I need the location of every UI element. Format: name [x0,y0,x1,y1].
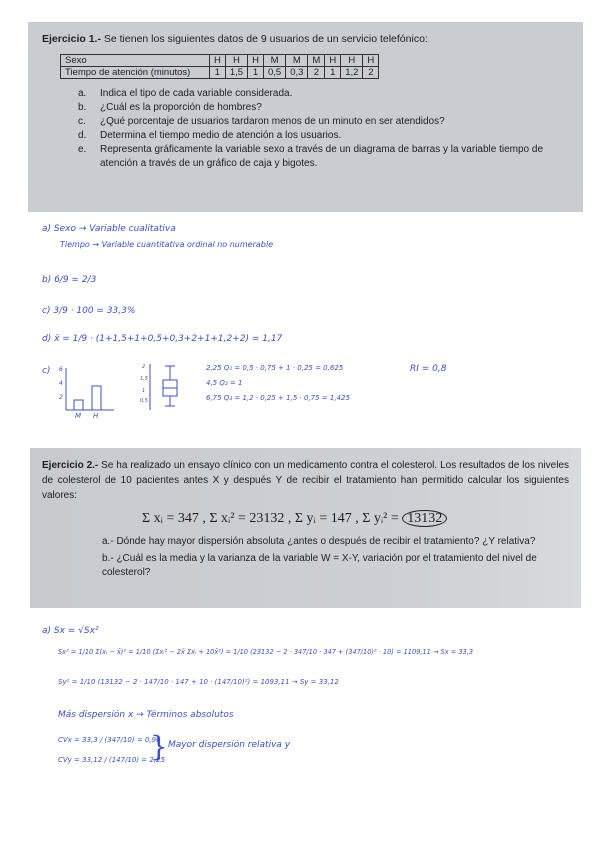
table-cell: H [341,55,363,67]
exercise-1-label: Ejercicio 1.- [42,33,101,45]
table-cell: 1,2 [341,67,363,79]
sum-y-squared-value: 13132 [402,510,447,527]
answer-e-label: c) [42,366,51,376]
table-cell: H [210,55,226,67]
box-axis-tick: 0,5 [140,398,148,404]
question-letter: e. [78,144,87,155]
bar-h [92,386,101,410]
table-cell: Tiempo de atención (minutos) [61,67,210,79]
box-plot-sketch [140,360,190,414]
bar-label-h: H [93,412,99,420]
sums-formula [142,511,569,527]
sum-y-squared-label: Σ yᵢ² = [362,511,399,526]
table-cell: H [363,55,379,67]
question-text: ¿Cuál es la proporción de hombres? [100,102,262,113]
interquartile-range: RI = 0,8 [410,364,447,374]
exercise-1-text: Se tienen los siguientes datos de 9 usuarios de un servicio telefónico: [103,33,428,45]
question-text: ¿Qué porcentaje de usuarios tardaron menos de un minuto en ser atendidos? [100,116,445,127]
table-cell: 0,5 [263,67,285,79]
quartile-3: 6,75 Q₃ = 1,2 · 0,25 + 1,5 · 0,75 = 1,425 [206,394,350,402]
list-item [78,115,569,129]
question-text: Indica el tipo de cada variable considerada. [100,88,293,99]
sum-x: Σ xᵢ = 347 , [142,511,206,526]
question-b: b.- ¿Cuál es la media y la varianza de la variable W = X-Y, variación por el tratamiento del nivel de colesterol? [102,553,537,578]
table-cell: 2 [363,67,379,79]
list-item [78,101,569,115]
question-letter: b. [78,102,87,113]
quartile-2: 4,5 Q₂ = 1 [206,379,243,387]
answer-a-line2: Tiempo → Variable cuantitativa ordinal no numerable [60,240,274,249]
bar-axis-tick: 6 [59,366,63,373]
table-row [61,67,379,79]
list-item [78,143,569,171]
table-cell: M [263,55,285,67]
table-row [61,55,379,67]
table-cell: Sexo [61,55,210,67]
answer2-cvy: CVy = 33,12 / (147/10) = 2,25 [58,756,165,764]
answer2-cvx: CVx = 33,3 / (347/10) = 0,96 [58,736,161,744]
exercise-2-photo [30,448,581,608]
box-axis-tick: 2 [142,364,146,370]
bar-label-m: M [75,412,82,420]
question-letter: c. [78,116,86,127]
answer2-line3: Sy² = 1/10 (13132 − 2 · 147/10 · 147 + 10 · (147/10)²) = 1093,11 → Sy = 33,12 [58,678,339,686]
answer2-line4: Más dispersión x → Términos absolutos [58,710,234,720]
question-text: Representa gráficamente la variable sexo a través de un diagrama de barras y la variable tiempo de atención a través de un gráfico de caja y bigotes. [100,144,544,169]
question-list [42,87,569,171]
sum-x-squared: Σ xᵢ² = 23132 , [209,511,292,526]
table-cell: 1 [210,67,226,79]
exercise-1-photo [28,22,583,212]
table-cell: 0,3 [286,67,308,79]
table-cell: H [248,55,264,67]
question-text: Determina el tiempo medio de atención a los usuarios. [100,130,342,141]
table-cell: H [225,55,247,67]
bar-axis-tick: 2 [59,394,63,401]
list-item [78,129,569,143]
exercise-2-statement [42,458,569,503]
question-letter: d. [78,130,87,141]
brace-icon: } [150,730,168,763]
question-letter: a. [78,88,87,99]
answer2-line1: a) Sx = √Sx² [42,626,99,636]
answer-c: c) 3/9 · 100 = 33,3% [42,306,136,316]
sum-y: Σ yᵢ = 147 , [294,511,359,526]
table-cell: 1,5 [225,67,247,79]
answer-a-line1: a) Sexo → Variable cualitativa [42,224,176,234]
table-cell: 1 [248,67,264,79]
exercise-2-text: Se ha realizado un ensayo clínico con un medicamento contra el colesterol. Los resultados de los niveles de colesterol de 10 pacientes antes X y después Y de recibir el tratamiento han permitido calcular los siguientes valores: [42,460,569,501]
bar-m [74,400,83,410]
list-item [78,87,569,101]
table-cell: M [286,55,308,67]
table-cell: 1 [325,67,341,79]
data-table [60,54,379,79]
bar-chart-sketch [58,364,118,424]
table-cell: H [325,55,341,67]
answer2-conclusion: Mayor dispersión relativa y [168,740,291,750]
box-axis-tick: 1 [142,388,146,394]
table-cell: M [308,55,325,67]
question-a: a.- Dónde hay mayor dispersión absoluta ¿antes o después de recibir el tratamiento? ¿Y relativa? [102,536,536,547]
answer-b: b) 6/9 = 2/3 [42,275,97,285]
box-axis-tick: 1,5 [140,376,148,382]
exercise-1-statement [42,32,569,46]
answer2-line2: Sx² = 1/10 Σ(xᵢ − x̄)² = 1/10 (Σxᵢ² − 2x̄ Σxᵢ + 10x̄²) = 1/10 (23132 − 2 · 347/10 · 347 + (347/10)² · 10) = 1109,11 → Sx = 33,3 [58,648,474,656]
answer-d: d) x̄ = 1/9 · (1+1,5+1+0,5+0,3+2+1+1,2+2) = 1,17 [42,334,283,344]
bar-axis-tick: 4 [59,380,63,387]
exercise-2-label: Ejercicio 2.- [42,460,99,471]
table-cell: 2 [308,67,325,79]
quartile-1: 2,25 Q₁ = 0,5 · 0,75 + 1 · 0,25 = 0,625 [206,364,344,372]
